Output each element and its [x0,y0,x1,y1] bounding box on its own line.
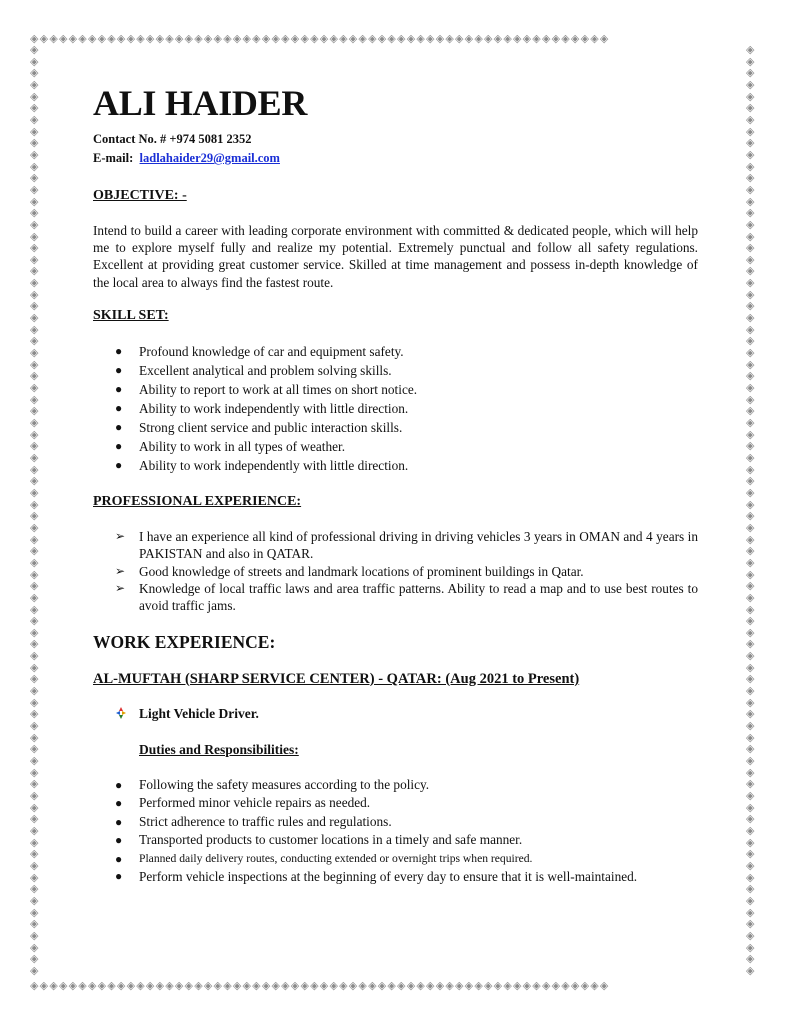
list-item: ➢ Knowledge of local traffic laws and area traffic patterns. Ability to read a map and to use best routes to avoid traffic jams. [115,581,698,614]
bullet-icon: ● [115,796,123,811]
list-item: ● Following the safety measures according to the policy. [93,776,698,795]
list-item: ● Transported products to customer locations in a timely and safe manner. [93,831,698,850]
list-item: ● Ability to work in all types of weather. [115,438,346,454]
bullet-icon: ● [115,851,123,866]
bullet-icon: ● [115,400,123,415]
work-heading: WORK EXPERIENCE: [93,631,276,652]
list-item: ● Excellent analytical and problem solving skills. [115,362,392,378]
skills-list [93,342,698,475]
list-item: ● Ability to work independently with little direction. [115,400,409,416]
page-border-top: ◈◈◈◈◈◈◈◈◈◈◈◈◈◈◈◈◈◈◈◈◈◈◈◈◈◈◈◈◈◈◈◈◈◈◈◈◈◈◈◈◈◈◈◈◈◈◈◈◈◈◈◈◈◈◈◈◈◈◈◈ [30,33,610,45]
arrow-bullet-icon: ➢ [115,581,126,596]
bullet-icon: ● [115,343,123,358]
arrow-bullet-icon: ➢ [115,563,126,578]
phone-label: Contact No. # [93,132,170,146]
objective-heading: OBJECTIVE: - [93,188,187,203]
bullet-icon: ● [115,777,123,792]
contact-block [93,129,698,168]
list-item: ➢ I have an experience all kind of professional driving in driving vehicles 3 years in OMAN and 4 years in PAKISTAN and also in QATAR. [115,528,698,562]
resume-content [93,83,698,885]
bullet-icon: ● [115,869,123,884]
duties-list [93,776,698,886]
list-item: ● Strict adherence to traffic rules and regulations. [93,813,698,832]
list-item: ● Planned daily delivery routes, conducting extended or overnight trips when required. [93,850,698,869]
email-label: E-mail: [93,151,134,165]
bullet-icon: ● [115,833,123,848]
role-title: Light Vehicle Driver. [93,705,698,723]
page-border-left: ◈◈◈◈◈◈◈◈◈◈◈◈◈◈◈◈◈◈◈◈◈◈◈◈◈◈◈◈◈◈◈◈◈◈◈◈◈◈◈◈◈◈◈◈◈◈◈◈◈◈◈◈◈◈◈◈◈◈◈◈◈◈◈◈◈◈◈◈◈◈◈◈◈◈◈◈◈◈◈◈ [30,44,39,977]
bullet-icon: ● [115,438,123,453]
page-border-bottom: ◈◈◈◈◈◈◈◈◈◈◈◈◈◈◈◈◈◈◈◈◈◈◈◈◈◈◈◈◈◈◈◈◈◈◈◈◈◈◈◈◈◈◈◈◈◈◈◈◈◈◈◈◈◈◈◈◈◈◈◈ [30,980,610,992]
objective-text: Intend to build a career with leading corporate environment with committed & dedicated people, which will help me to explore myself fully and realize my potential. Extremely punctual and follow all safety regulations. Excellent at providing great customer service. Skilled at time management and possess in-depth knowledge of the local area to always find the fastest route. [93,223,698,290]
list-item: ● Perform vehicle inspections at the beginning of every day to ensure that it is well-maintained. [115,869,638,885]
phone-line [93,129,698,149]
email-line [93,148,698,168]
list-item: ● Ability to report to work at all times on short notice. [115,381,418,397]
duties-heading: Duties and Responsibilities: [139,741,299,757]
company-heading: AL-MUFTAH (SHARP SERVICE CENTER) - QATAR: (Aug 2021 to Present) [93,670,580,687]
phone-value: +974 5081 2352 [169,132,252,146]
bullet-icon: ● [115,381,123,396]
list-item: ➢ Good knowledge of streets and landmark locations of prominent buildings in Qatar. [115,563,584,579]
email-link[interactable]: ladlahaider29@gmail.com [139,151,280,165]
professional-list [93,528,698,615]
bullet-icon: ● [115,814,123,829]
bullet-icon: ● [115,457,123,472]
bullet-icon: ● [115,419,123,434]
list-item: ● Ability to work independently with little direction. [115,457,409,473]
list-item: ● Profound knowledge of car and equipment safety. [115,343,404,359]
arrow-bullet-icon: ➢ [115,528,126,543]
professional-heading: PROFESSIONAL EXPERIENCE: [93,493,302,509]
list-item: ● Performed minor vehicle repairs as needed. [93,794,698,813]
bullet-icon: ● [115,362,123,377]
page-border-right: ◈◈◈◈◈◈◈◈◈◈◈◈◈◈◈◈◈◈◈◈◈◈◈◈◈◈◈◈◈◈◈◈◈◈◈◈◈◈◈◈◈◈◈◈◈◈◈◈◈◈◈◈◈◈◈◈◈◈◈◈◈◈◈◈◈◈◈◈◈◈◈◈◈◈◈◈◈◈◈◈ [746,44,755,977]
four-arrow-bullet-icon [115,706,127,720]
list-item: ● Strong client service and public interaction skills. [115,419,403,435]
candidate-name: ALI HAIDER [93,83,308,123]
skills-heading: SKILL SET: [93,307,169,323]
